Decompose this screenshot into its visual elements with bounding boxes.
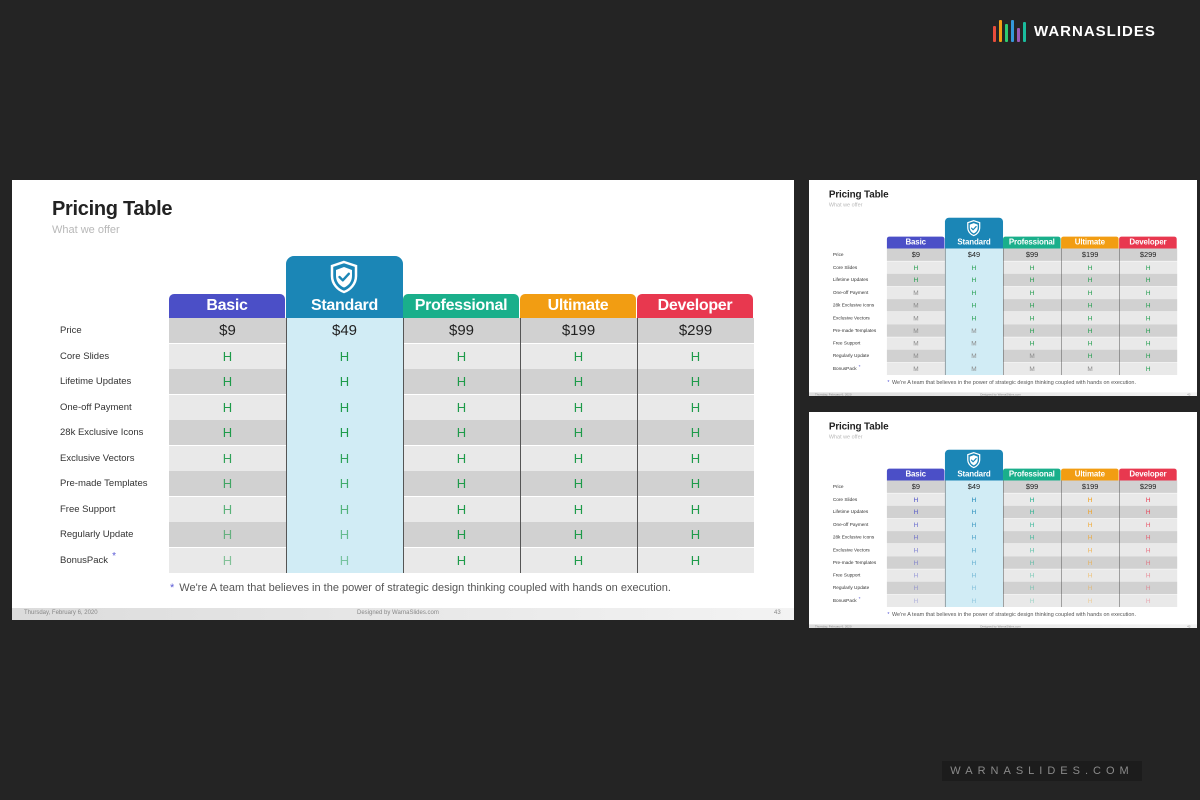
feature-cell: H (690, 399, 701, 415)
feature-cell: H (1087, 339, 1093, 347)
feature-cell: H (690, 374, 701, 389)
feature-cell: H (339, 425, 350, 440)
feature-cell: H (573, 399, 584, 415)
feature-cell: H (690, 450, 701, 466)
plan-header-basic: Basic (169, 294, 285, 318)
feature-label-text: Exclusive Vectors (60, 452, 135, 464)
feature-cell: H (913, 263, 919, 272)
feature-label-text: BonusPack (832, 365, 857, 372)
feature-cell: M (1029, 352, 1035, 360)
row-label-price: Price (60, 325, 82, 336)
feature-cell: H (913, 558, 919, 567)
feature-cell: H (690, 501, 701, 517)
footer-date: Thursday, February 6, 2020 (24, 610, 98, 616)
feature-label-text: Core Slides (832, 264, 858, 271)
feature-cell: H (222, 501, 233, 517)
slide-thumbnail-1[interactable] (809, 180, 1197, 396)
row-label-feature (60, 395, 132, 420)
price-professional: $99 (1025, 482, 1039, 491)
bonus-asterisk: * (858, 595, 861, 602)
feature-cell: H (573, 527, 584, 542)
feature-cell: H (971, 571, 977, 579)
footnote-text: We're A team that believes in the power of strategic design thinking coupled with hands on execution. (892, 379, 1136, 386)
feature-cell: H (1145, 314, 1151, 322)
footer-designed-by: Designed by WarnaSlides.com (980, 625, 1021, 628)
footer-page-number: 43 (774, 610, 781, 616)
row-label-feature (833, 506, 868, 518)
feature-cell: M (1087, 364, 1093, 373)
feature-cell: H (456, 374, 467, 389)
feature-label-text: 28k Exclusive Icons (832, 302, 875, 309)
plan-header-ultimate: Ultimate (1061, 469, 1119, 481)
row-label-feature (833, 324, 876, 336)
slide-title: Pricing Table (828, 420, 889, 432)
feature-cell: H (913, 520, 919, 529)
feature-label-text: BonusPack (832, 597, 857, 604)
price-basic: $9 (219, 322, 236, 339)
row-label-feature (60, 446, 134, 471)
footnote (887, 379, 1136, 385)
feature-cell: H (456, 501, 467, 517)
feature-cell: H (971, 314, 977, 322)
feature-cell: H (339, 501, 350, 517)
column-divider (637, 318, 638, 573)
row-label-feature (833, 286, 869, 298)
footer-designed-by: Designed by WarnaSlides.com (357, 610, 439, 616)
plan-header-developer: Developer (1119, 469, 1177, 481)
warnaslides-logo (993, 20, 1156, 42)
feature-cell: M (913, 314, 919, 322)
slide-thumbnail-2[interactable] (809, 412, 1197, 628)
feature-cell: H (913, 584, 919, 592)
column-divider (520, 318, 521, 573)
plan-header-standard: Standard (957, 470, 991, 479)
feature-cell: H (222, 374, 233, 389)
row-label-feature (833, 350, 869, 362)
price-basic: $9 (911, 482, 921, 491)
row-label-feature (833, 312, 870, 324)
plan-header-professional: Professional (1003, 469, 1061, 481)
row-label-feature (833, 518, 869, 530)
feature-cell: H (1029, 339, 1035, 347)
feature-label-text: Lifetime Updates (60, 376, 132, 387)
feature-cell: H (573, 374, 584, 389)
feature-cell: M (971, 364, 977, 373)
feature-cell: H (1145, 288, 1151, 297)
feature-cell: H (1087, 288, 1093, 297)
logo-bar (993, 26, 996, 42)
feature-cell: H (222, 450, 233, 466)
feature-cell: H (456, 348, 467, 364)
price-professional: $99 (448, 322, 475, 339)
feature-cell: H (913, 533, 919, 542)
feature-cell: H (1145, 495, 1151, 504)
feature-cell: H (1145, 326, 1151, 335)
feature-cell: H (456, 450, 467, 466)
feature-cell: H (339, 527, 350, 542)
feature-cell: H (913, 571, 919, 579)
footnote-text: We're A team that believes in the power of strategic design thinking coupled with hands on execution. (892, 611, 1136, 618)
feature-cell: H (971, 288, 977, 297)
footer-page-number: 43 (1187, 625, 1191, 628)
feature-cell: H (456, 476, 467, 491)
main-slide-preview[interactable] (12, 180, 794, 620)
slide-footer (12, 608, 794, 620)
column-divider (403, 318, 404, 573)
feature-cell: H (1087, 326, 1093, 335)
price-developer: $299 (1139, 482, 1157, 491)
plan-header-developer: Developer (637, 294, 753, 318)
row-label-feature (833, 544, 870, 556)
feature-cell: H (913, 508, 919, 516)
feature-cell: H (222, 425, 233, 440)
feature-cell: H (222, 527, 233, 542)
feature-cell: H (1087, 546, 1093, 554)
feature-cell: H (1029, 596, 1035, 605)
feature-label-text: Free Support (832, 572, 861, 578)
logo-bars-icon (993, 20, 1026, 42)
feature-cell: H (971, 495, 977, 504)
feature-cell: H (1087, 584, 1093, 592)
slide-subtitle: What we offer (828, 201, 863, 208)
price-standard: $49 (967, 250, 981, 259)
feature-cell: H (913, 596, 919, 605)
feature-cell: H (913, 546, 919, 554)
price-ultimate: $199 (561, 322, 596, 339)
feature-cell: H (971, 301, 977, 310)
feature-cell: H (339, 476, 350, 491)
row-label-feature (833, 362, 861, 374)
feature-cell: H (1087, 276, 1093, 284)
feature-cell: H (573, 425, 584, 440)
footer-date: Thursday, February 6, 2020 (814, 625, 852, 628)
feature-cell: M (971, 339, 977, 347)
slide-title: Pricing Table (828, 188, 889, 200)
feature-label-text: Core Slides (832, 496, 858, 503)
feature-cell: H (1029, 520, 1035, 529)
row-label-feature (833, 337, 861, 349)
row-label-price: Price (832, 483, 844, 490)
feature-label-text: Lifetime Updates (832, 509, 869, 515)
feature-cell: H (1145, 533, 1151, 542)
feature-cell: H (690, 476, 701, 491)
feature-cell: H (971, 508, 977, 516)
feature-cell: H (1087, 571, 1093, 579)
shield-check-icon (329, 260, 359, 294)
feature-label-text: 28k Exclusive Icons (60, 427, 144, 438)
price-developer: $299 (678, 322, 713, 339)
feature-cell: H (1087, 508, 1093, 516)
feature-cell: H (339, 374, 350, 389)
feature-cell: H (1029, 314, 1035, 322)
footer-page-number: 43 (1187, 393, 1191, 396)
footnote-asterisk: * (887, 379, 890, 386)
bonus-asterisk: * (112, 550, 116, 562)
feature-cell: M (913, 326, 919, 335)
feature-cell: H (1029, 546, 1035, 554)
price-standard: $49 (967, 482, 981, 491)
plan-header-ultimate: Ultimate (1061, 237, 1119, 249)
feature-cell: H (971, 584, 977, 592)
feature-cell: H (339, 399, 350, 415)
footer-date: Thursday, February 6, 2020 (814, 393, 852, 396)
feature-label-text: Pre-made Templates (832, 327, 877, 334)
feature-cell: H (971, 546, 977, 554)
logo-bar (999, 20, 1002, 42)
feature-cell: H (1145, 364, 1151, 373)
feature-cell: H (1087, 533, 1093, 542)
column-divider (286, 318, 287, 573)
feature-cell: H (1145, 263, 1151, 272)
feature-cell: H (971, 520, 977, 529)
feature-cell: H (573, 476, 584, 491)
row-label-feature (833, 299, 874, 311)
feature-cell: H (1029, 288, 1035, 297)
logo-bar (1023, 22, 1026, 42)
feature-cell: H (1087, 596, 1093, 605)
feature-cell: H (1087, 558, 1093, 567)
feature-cell: H (573, 450, 584, 466)
logo-bar (1017, 28, 1020, 42)
footer-designed-by: Designed by WarnaSlides.com (980, 393, 1021, 396)
feature-label-text: 28k Exclusive Icons (832, 534, 875, 541)
brand-name: WARNASLIDES (1034, 22, 1156, 40)
row-label-feature (833, 274, 868, 286)
shield-check-icon (966, 452, 981, 469)
row-label-price: Price (832, 251, 844, 258)
feature-cell: H (690, 425, 701, 440)
feature-cell: H (1145, 584, 1151, 592)
feature-cell: H (1145, 352, 1151, 360)
feature-label-text: Pre-made Templates (60, 478, 148, 489)
shield-check-icon (966, 220, 981, 237)
feature-label-text: Regularly Update (832, 353, 870, 359)
feature-cell: M (913, 288, 919, 297)
feature-cell: H (971, 276, 977, 284)
plan-header-basic: Basic (887, 237, 945, 249)
feature-cell: M (971, 326, 977, 335)
feature-cell: H (222, 476, 233, 491)
price-professional: $99 (1025, 250, 1039, 259)
feature-label-text: One-off Payment (60, 401, 132, 413)
feature-cell: H (339, 348, 350, 364)
feature-cell: H (1087, 495, 1093, 504)
feature-cell: H (222, 399, 233, 415)
logo-bar (1011, 20, 1014, 42)
feature-cell: H (1145, 276, 1151, 284)
feature-label-text: Exclusive Vectors (832, 315, 870, 321)
feature-cell: M (913, 339, 919, 347)
feature-label-text: BonusPack (60, 554, 109, 566)
feature-cell: H (1145, 546, 1151, 554)
feature-cell: H (1145, 558, 1151, 567)
row-label-feature (60, 497, 115, 522)
row-label-feature (833, 594, 861, 606)
feature-cell: H (573, 348, 584, 364)
feature-cell: H (1087, 520, 1093, 529)
feature-cell: H (1145, 520, 1151, 529)
bonus-asterisk: * (858, 363, 861, 370)
feature-cell: H (690, 348, 701, 364)
feature-cell: H (1029, 584, 1035, 592)
footnote (170, 582, 671, 594)
feature-cell: M (1029, 364, 1035, 373)
feature-label-text: Free Support (60, 503, 116, 515)
feature-label-text: Core Slides (60, 350, 110, 362)
footnote (887, 611, 1136, 617)
website-url[interactable]: WARNASLIDES.COM (942, 761, 1142, 781)
row-label-feature (833, 556, 876, 568)
feature-cell: H (1145, 596, 1151, 605)
feature-cell: H (971, 533, 977, 542)
feature-cell: H (1087, 314, 1093, 322)
plan-header-developer: Developer (1119, 237, 1177, 249)
feature-label-text: One-off Payment (832, 289, 869, 296)
feature-cell: M (913, 364, 919, 373)
feature-cell: H (1029, 326, 1035, 335)
feature-cell: H (1145, 571, 1151, 579)
plan-header-professional: Professional (1003, 237, 1061, 249)
feature-label-text: Free Support (832, 340, 861, 346)
feature-cell: H (1029, 558, 1035, 567)
feature-cell: H (1087, 301, 1093, 310)
feature-label-text: Pre-made Templates (832, 559, 877, 566)
plan-header-standard: Standard (957, 238, 991, 247)
price-ultimate: $199 (1081, 482, 1099, 491)
feature-cell: H (1029, 571, 1035, 579)
row-label-feature (60, 420, 143, 445)
price-developer: $299 (1139, 250, 1157, 259)
feature-cell: H (456, 527, 467, 542)
feature-label-text: One-off Payment (832, 521, 869, 528)
slide-title: Pricing Table (52, 198, 173, 220)
plan-header-basic: Basic (887, 469, 945, 481)
plan-header-standard: Standard (311, 297, 378, 314)
feature-label-text: Regularly Update (60, 529, 134, 540)
feature-cell: H (1029, 533, 1035, 542)
feature-cell: H (913, 495, 919, 504)
feature-cell: H (222, 348, 233, 364)
footnote-text: We're A team that believes in the power of strategic design thinking coupled with hands on execution. (179, 582, 671, 594)
slide-footer (809, 392, 1197, 396)
row-label-feature (833, 493, 857, 505)
row-label-feature (60, 471, 147, 496)
row-label-feature (833, 261, 857, 273)
feature-cell: H (1029, 301, 1035, 310)
feature-cell: H (456, 425, 467, 440)
feature-cell: H (456, 552, 467, 568)
feature-cell: H (339, 552, 350, 568)
feature-cell: H (1087, 352, 1093, 360)
feature-cell: H (1029, 263, 1035, 272)
feature-cell: H (339, 450, 350, 466)
feature-cell: M (913, 301, 919, 310)
feature-cell: H (1145, 508, 1151, 516)
slide-subtitle: What we offer (52, 224, 120, 236)
price-standard: $49 (331, 322, 358, 339)
feature-cell: H (456, 399, 467, 415)
feature-cell: H (971, 596, 977, 605)
row-label-feature (833, 582, 869, 594)
feature-cell: H (1029, 508, 1035, 516)
footnote-asterisk: * (170, 582, 175, 594)
feature-label-text: Regularly Update (832, 585, 870, 591)
feature-cell: H (971, 558, 977, 567)
row-label-feature (60, 548, 116, 573)
row-label-feature (60, 344, 109, 369)
feature-label-text: Lifetime Updates (832, 277, 869, 283)
feature-label-text: Exclusive Vectors (832, 547, 870, 553)
feature-cell: H (1145, 339, 1151, 347)
feature-cell: H (222, 552, 233, 568)
feature-cell: H (573, 501, 584, 517)
feature-cell: H (573, 552, 584, 568)
feature-cell: M (913, 352, 919, 360)
feature-cell: H (971, 263, 977, 272)
feature-cell: H (690, 552, 701, 568)
feature-cell: H (690, 527, 701, 542)
row-label-feature (833, 531, 874, 543)
slide-subtitle: What we offer (828, 433, 863, 440)
plan-header-ultimate: Ultimate (520, 294, 636, 318)
row-label-feature (60, 369, 131, 394)
feature-cell: H (1029, 276, 1035, 284)
feature-cell: H (1029, 495, 1035, 504)
feature-cell: H (1145, 301, 1151, 310)
feature-cell: H (913, 276, 919, 284)
footnote-asterisk: * (887, 611, 890, 618)
price-ultimate: $199 (1081, 250, 1099, 259)
plan-header-professional: Professional (403, 294, 519, 318)
row-label-feature (60, 522, 133, 547)
feature-cell: M (971, 352, 977, 360)
price-basic: $9 (911, 250, 921, 259)
feature-cell: H (1087, 263, 1093, 272)
slide-footer (809, 624, 1197, 628)
logo-bar (1005, 24, 1008, 42)
row-label-feature (833, 569, 861, 581)
